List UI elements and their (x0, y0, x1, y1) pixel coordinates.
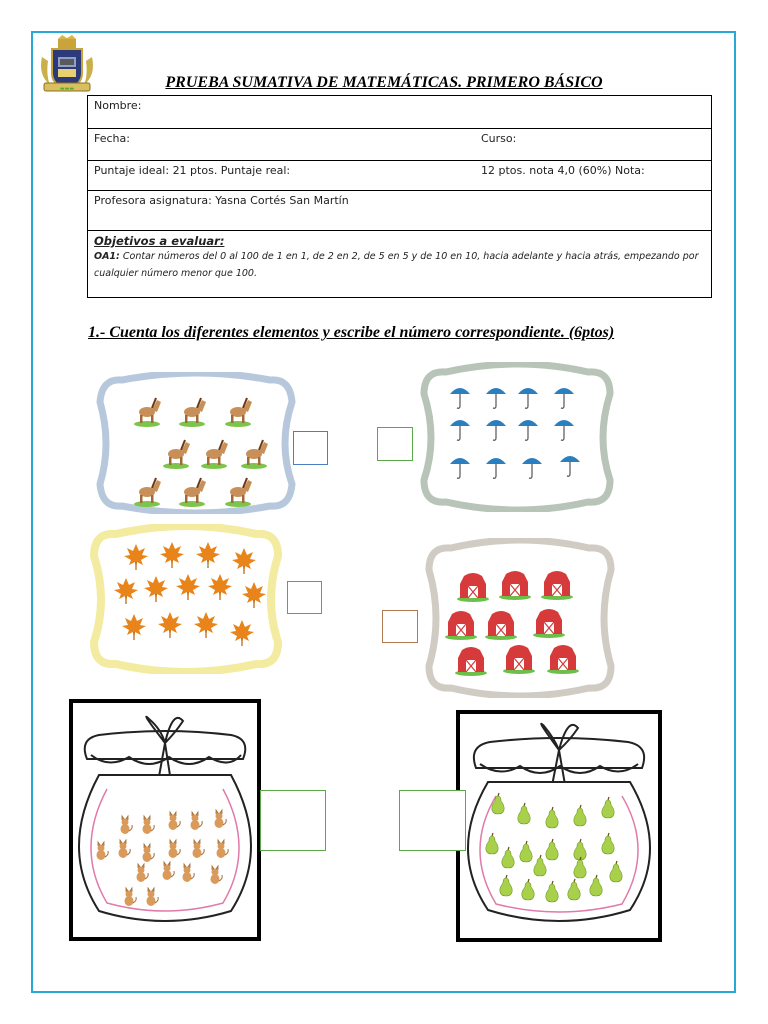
horse-group (92, 372, 300, 514)
maple-leaf-group (88, 524, 284, 674)
nota-field[interactable]: 12 ptos. nota 4,0 (60%) Nota: (475, 161, 712, 191)
profesora-field: Profesora asignatura: Yasna Cortés San Martín (88, 191, 712, 231)
puntaje-field[interactable]: Puntaje ideal: 21 ptos. Puntaje real: (88, 161, 476, 191)
cat-jar (69, 699, 261, 941)
oa-label: OA1: (94, 251, 120, 262)
answer-box-barns[interactable] (382, 610, 418, 643)
answer-box-horses[interactable] (293, 431, 328, 465)
svg-text:▬▬▬: ▬▬▬ (59, 86, 75, 92)
nombre-field[interactable]: Nombre: (88, 96, 712, 129)
answer-box-umbrellas[interactable] (377, 427, 413, 461)
curso-field[interactable]: Curso: (475, 129, 712, 161)
student-info-table (87, 95, 712, 298)
answer-box-pears[interactable] (399, 790, 466, 851)
barn-group (423, 538, 617, 698)
fecha-field[interactable]: Fecha: (88, 129, 476, 161)
question-1-heading: 1.- Cuenta los diferentes elementos y escribe el número correspondiente. (6ptos) (88, 324, 615, 341)
page-title: PRUEBA SUMATIVA DE MATEMÁTICAS. PRIMERO BÁSICO (165, 74, 603, 91)
answer-box-cats[interactable] (260, 790, 326, 851)
objective-text (94, 248, 705, 282)
objetivos-heading: Objetivos a evaluar: (94, 234, 225, 248)
oa-description: Contar números del 0 al 100 de 1 en 1, de 2 en 2, de 5 en 5 y de 10 en 10, hacia adelante y hacia atrás, empezando por cualquier número menor que 100. (94, 251, 699, 279)
objetivos-cell (88, 231, 712, 298)
umbrella-group (418, 362, 616, 512)
pear-jar (456, 710, 662, 942)
answer-box-leaves[interactable] (287, 581, 322, 614)
